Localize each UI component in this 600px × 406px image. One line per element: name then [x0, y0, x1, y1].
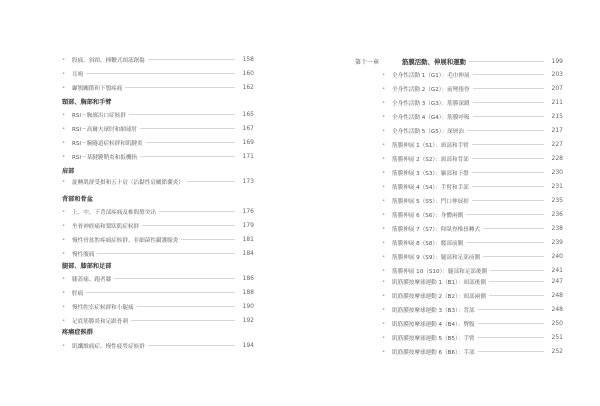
bullet-icon: • — [382, 155, 386, 162]
chapter-heading[interactable] — [355, 56, 563, 67]
toc-entry-title: 筋膜伸展 10（S10）：腿部和足部後側 — [392, 268, 488, 275]
toc-entry-page: 227 — [551, 141, 563, 148]
toc-entry-page: 188 — [242, 289, 254, 296]
toc-entry-title: 慢性腹痛 — [72, 251, 95, 258]
toc-entry[interactable] — [382, 195, 563, 206]
toc-entry-title: 膝蓋痛、跑者膝 — [72, 276, 112, 283]
toc-entry[interactable] — [62, 82, 254, 93]
toc-entry-page: 194 — [242, 342, 254, 349]
toc-entry-title: 肌筋膜按摩球運動 2（B2）：頸部兩側 — [392, 293, 486, 300]
bullet-icon: • — [62, 111, 66, 118]
toc-entry-page: 248 — [551, 292, 563, 299]
toc-entry[interactable] — [62, 234, 254, 245]
leader-line — [483, 228, 544, 229]
toc-entry[interactable] — [382, 332, 563, 343]
bullet-icon: • — [382, 85, 386, 92]
bullet-icon: • — [382, 267, 386, 274]
toc-entry-title: 旋轉肌群受損和五十肩（沾黏性肩關節囊炎） — [72, 179, 184, 186]
leader-line — [148, 59, 235, 60]
toc-entry-page: 184 — [242, 250, 254, 257]
toc-entry[interactable] — [382, 209, 563, 220]
bullet-icon: • — [382, 348, 386, 355]
leader-line — [473, 74, 544, 75]
toc-entry-page: 176 — [242, 208, 254, 215]
toc-entry[interactable] — [62, 273, 254, 284]
leader-line — [473, 102, 544, 103]
toc-entry[interactable] — [62, 176, 254, 187]
toc-entry-title: 慢性腔室症候群和小腿痛 — [72, 304, 134, 311]
toc-entry-page: 160 — [242, 70, 254, 77]
bullet-icon: • — [382, 99, 386, 106]
bullet-icon: • — [62, 303, 66, 310]
leader-line — [142, 225, 235, 226]
bullet-icon: • — [382, 141, 386, 148]
leader-line — [490, 270, 544, 271]
toc-entry-title: 全身性活動 2（G2）：前彎捲脊 — [392, 86, 470, 93]
bullet-icon: • — [62, 250, 66, 257]
toc-entry-page: 207 — [551, 85, 563, 92]
toc-entry[interactable] — [62, 206, 254, 217]
toc-entry-title: 筋膜伸展 1（S1）：頸部和手臂 — [392, 142, 469, 149]
leader-line — [131, 320, 235, 321]
bullet-icon: • — [382, 183, 386, 190]
bullet-icon: • — [62, 178, 66, 185]
bullet-icon: • — [62, 153, 66, 160]
toc-entry-page: 186 — [242, 275, 254, 282]
bullet-icon: • — [382, 278, 386, 285]
toc-entry-title: 全身性活動 4（G4）：筋膜呼吸 — [392, 114, 470, 121]
toc-entry-title: RSI－某腱腱鞘炎和扳機指 — [72, 154, 138, 161]
leader-line — [472, 200, 544, 201]
toc-entry-page: 238 — [551, 225, 563, 232]
toc-entry[interactable] — [382, 97, 563, 108]
leader-line — [489, 295, 544, 296]
bullet-icon: • — [62, 139, 66, 146]
toc-entry[interactable] — [382, 346, 563, 357]
toc-entry[interactable] — [382, 237, 563, 248]
toc-entry-page: 179 — [242, 222, 254, 229]
toc-entry-page: 247 — [551, 278, 563, 285]
toc-entry-title: 全身性活動 1（G1）：毛巾伸展 — [392, 72, 470, 79]
bullet-icon: • — [62, 342, 66, 349]
toc-entry-page: 192 — [242, 317, 254, 324]
toc-entry-title: 肌筋膜按摩球運動 6（B6）：手部 — [392, 349, 475, 356]
toc-entry-title: 坐骨神經痛和梨狀肌症候群 — [72, 223, 140, 230]
toc-entry-page: 230 — [551, 169, 563, 176]
toc-entry-title: 筋膜伸展 3（S3）：軀部和下盤 — [392, 170, 469, 177]
toc-entry-title: 全身性活動 3（G3）：筋膜深蹲 — [392, 100, 470, 107]
leader-line — [86, 73, 235, 74]
toc-entry-title: 肌筋膜按摩球運動 3（B3）：背部 — [392, 307, 475, 314]
toc-entry[interactable] — [382, 223, 563, 234]
bullet-icon: • — [382, 169, 386, 176]
leader-line — [114, 278, 235, 279]
leader-line — [86, 292, 235, 293]
toc-entry-title: 筋膜伸展 9（S9）：腿部和足部前側 — [392, 254, 480, 261]
toc-entry-page: 190 — [242, 303, 254, 310]
leader-line — [472, 144, 544, 145]
toc-entry[interactable] — [382, 153, 563, 164]
toc-entry[interactable] — [62, 123, 254, 134]
toc-entry-page: 173 — [242, 178, 254, 185]
leader-line — [140, 156, 235, 157]
toc-entry[interactable] — [382, 318, 563, 329]
leader-line — [472, 172, 544, 173]
section-heading: 疼痛症候群 — [62, 329, 93, 336]
toc-entry[interactable] — [62, 68, 254, 79]
toc-entry-page: 181 — [242, 236, 254, 243]
toc-entry-page: 240 — [551, 253, 563, 260]
toc-entry[interactable] — [382, 290, 563, 301]
toc-entry-title: 肌筋膜按摩球運動 5（B5）：手臂 — [392, 335, 475, 342]
leader-line — [478, 337, 544, 338]
toc-entry[interactable] — [382, 251, 563, 262]
chapter-page: 199 — [551, 58, 563, 65]
toc-entry-title: 筋膜伸展 7（S7）：仰臥脊椎扭轉式 — [392, 226, 480, 233]
toc-entry[interactable] — [382, 265, 563, 276]
toc-entry-title: 股痛、斜頸、揮鞭式頸部創傷 — [72, 57, 145, 64]
chapter-title: 筋膜活動、伸展和運動 — [402, 58, 466, 66]
toc-entry-title: 足底筋膜炎和足跟骨刺 — [72, 318, 128, 325]
toc-entry[interactable] — [382, 125, 563, 136]
toc-entry-page: 231 — [551, 183, 563, 190]
toc-entry-page: 236 — [551, 211, 563, 218]
toc-entry-title: RSI－高爾夫球肘和網球肘 — [72, 126, 138, 133]
toc-entry-title: 肌筋膜按摩球運動 4（B4）：臀腹 — [392, 321, 475, 328]
toc-entry-page: 211 — [551, 99, 563, 106]
bullet-icon: • — [382, 292, 386, 299]
bullet-icon: • — [62, 70, 66, 77]
leader-line — [473, 88, 544, 89]
toc-entry-title: 顳顎關節和下顎疼痛 — [72, 85, 123, 92]
leader-line — [472, 158, 544, 159]
toc-entry-title: 慢性骨盆腔疼痛症候群、非細菌性攝護腺炎 — [72, 237, 179, 244]
toc-entry[interactable] — [62, 287, 254, 298]
toc-entry-page: 251 — [551, 334, 563, 341]
toc-entry-page: 239 — [551, 239, 563, 246]
bullet-icon: • — [62, 317, 66, 324]
toc-entry-title: 全身性活動 5（G5）：深層治 — [392, 128, 464, 135]
toc-entry-title: 上、中、下背部疼痛及椎間盤突出 — [72, 209, 156, 216]
leader-line — [187, 181, 235, 182]
toc-entry-title: 肌纖維痛症、慢性疲勞症候群 — [72, 343, 145, 350]
leader-line — [472, 186, 544, 187]
toc-entry-title: 脛痛 — [72, 290, 84, 297]
leader-line — [478, 323, 544, 324]
toc-entry-page: 167 — [242, 125, 254, 132]
toc-entry[interactable] — [62, 54, 254, 65]
leader-line — [129, 114, 235, 115]
leader-line — [466, 242, 544, 243]
bullet-icon: • — [62, 222, 66, 229]
toc-entry-page: 165 — [242, 111, 254, 118]
bullet-icon: • — [382, 239, 386, 246]
toc-entry[interactable] — [382, 167, 563, 178]
toc-entry-title: 肌筋膜按摩球運動 1（B1）：頸部後側 — [392, 279, 486, 286]
toc-entry[interactable] — [62, 109, 254, 120]
toc-entry[interactable] — [382, 139, 563, 150]
toc-entry-title: 耳鳴 — [72, 71, 84, 78]
toc-entry-page: 235 — [551, 197, 563, 204]
leader-line — [137, 306, 235, 307]
leader-line — [140, 128, 235, 129]
leader-line — [483, 256, 544, 257]
leader-line — [125, 87, 235, 88]
toc-entry-title: RSI－胸廓出口症候群 — [72, 112, 126, 119]
leader-line — [478, 351, 544, 352]
toc-entry-page: 228 — [551, 155, 563, 162]
bullet-icon: • — [62, 208, 66, 215]
section-heading: 腿部、膝部和足部 — [62, 263, 112, 270]
toc-entry-title: 筋膜伸展 8（S8）：髖部前側 — [392, 240, 464, 247]
leader-line — [469, 61, 544, 62]
toc-entry-title: 筋膜伸展 4（S4）：手臂和手部 — [392, 184, 469, 191]
bullet-icon: • — [382, 306, 386, 313]
toc-entry[interactable] — [62, 220, 254, 231]
toc-entry-page: 203 — [551, 71, 563, 78]
toc-entry[interactable] — [62, 248, 254, 259]
leader-line — [146, 142, 235, 143]
bullet-icon: • — [62, 275, 66, 282]
toc-entry-page: 169 — [242, 139, 254, 146]
toc-entry-page: 241 — [551, 267, 563, 274]
leader-line — [473, 116, 544, 117]
toc-entry-page: 217 — [551, 127, 563, 134]
toc-entry[interactable] — [382, 111, 563, 122]
leader-line — [466, 214, 544, 215]
bullet-icon: • — [62, 289, 66, 296]
bullet-icon: • — [62, 236, 66, 243]
leader-line — [148, 345, 235, 346]
chapter-number: 第十一章 — [355, 59, 380, 66]
toc-entry-page: 158 — [242, 56, 254, 63]
section-heading: 肩部 — [62, 168, 75, 175]
leader-line — [181, 239, 235, 240]
toc-entry-page: 215 — [551, 113, 563, 120]
bullet-icon: • — [382, 225, 386, 232]
toc-entry[interactable] — [382, 304, 563, 315]
toc-entry-title: RSI－腕隧道症候群和肌腱炎 — [72, 140, 143, 147]
leader-line — [467, 130, 544, 131]
leader-line — [489, 281, 544, 282]
toc-entry-title: 筋膜伸展 6（S6）：身體兩側 — [392, 212, 464, 219]
bullet-icon: • — [382, 127, 386, 134]
bullet-icon: • — [382, 253, 386, 260]
bullet-icon: • — [62, 84, 66, 91]
bullet-icon: • — [382, 71, 386, 78]
toc-entry[interactable] — [382, 69, 563, 80]
toc-entry[interactable] — [62, 315, 254, 326]
section-heading: 頸部、胸部和手臂 — [62, 99, 112, 106]
toc-entry[interactable] — [382, 83, 563, 94]
bullet-icon: • — [62, 125, 66, 132]
section-heading: 背部和骨盆 — [62, 196, 93, 203]
toc-entry[interactable] — [382, 276, 563, 287]
bullet-icon: • — [382, 113, 386, 120]
toc-entry[interactable] — [62, 137, 254, 148]
bullet-icon: • — [382, 334, 386, 341]
toc-entry-title: 筋膜伸展 5（S5）：門口伸展掉 — [392, 198, 469, 205]
toc-entry[interactable] — [382, 181, 563, 192]
toc-entry[interactable] — [62, 151, 254, 162]
bullet-icon: • — [382, 211, 386, 218]
toc-entry-page: 162 — [242, 84, 254, 91]
toc-entry-page: 171 — [242, 153, 254, 160]
toc-entry-title: 筋膜伸展 2（S2）：頸部和背部 — [392, 156, 469, 163]
leader-line — [159, 211, 235, 212]
bullet-icon: • — [382, 197, 386, 204]
leader-line — [478, 309, 544, 310]
bullet-icon: • — [62, 56, 66, 63]
toc-entry-page: 252 — [551, 348, 563, 355]
toc-entry-page: 248 — [551, 306, 563, 313]
toc-entry[interactable] — [62, 301, 254, 312]
bullet-icon: • — [382, 320, 386, 327]
toc-entry-page: 250 — [551, 320, 563, 327]
leader-line — [97, 253, 235, 254]
toc-entry[interactable] — [62, 340, 254, 351]
